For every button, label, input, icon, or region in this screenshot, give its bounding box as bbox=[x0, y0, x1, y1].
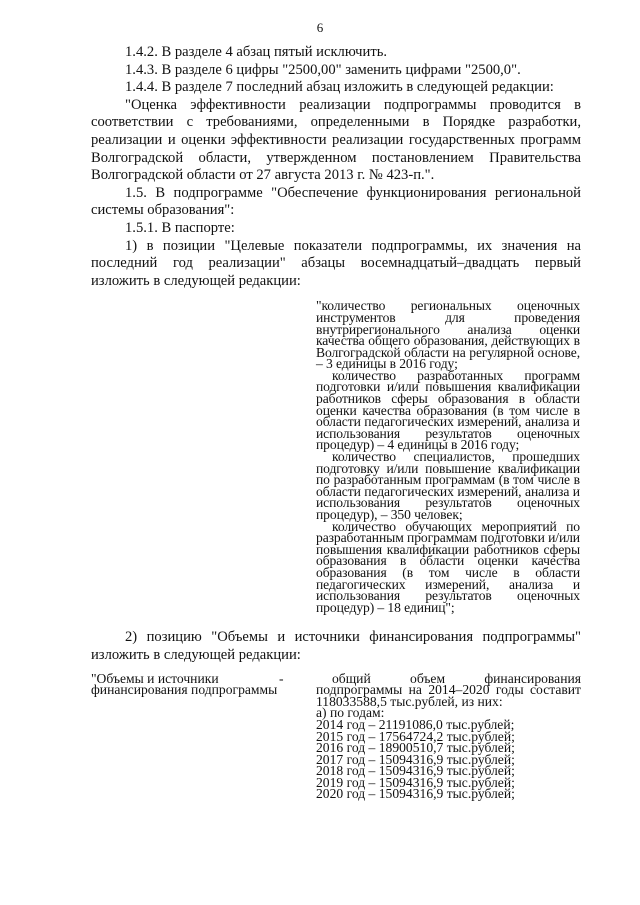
financing-values bbox=[316, 670, 581, 802]
financing-total: общий объем финансирования подпрограммы на 2014–2020 годы составит 118033588,5 тыс.рублей, из них: bbox=[316, 670, 581, 709]
financing-table bbox=[91, 670, 581, 802]
indicator-item: количество разработанных программ подготовки и/или повышения квалификации работников сферы образования в области оценки качества образования (в том числе в области педагогических измерений, анализа и использования результатов оценочных процедур) – 4 единицы в 2016 году; bbox=[316, 367, 580, 453]
financing-year-row: 2015 год – 17564724,2 тыс.рублей; bbox=[316, 728, 515, 744]
financing-label: "Объемы и источники финансирования подпрограммы bbox=[91, 670, 278, 698]
paragraph-item-1: 1) в позиции "Целевые показатели подпрограммы, их значения на последний год реализации" абзацы восемнадцатый–двадцать первый изложить в следующей редакции: bbox=[91, 237, 581, 289]
financing-year-row: 2016 год – 18900510,7 тыс.рублей; bbox=[316, 740, 515, 756]
paragraph-1-4-2: 1.4.2. В разделе 4 абзац пятый исключить. bbox=[125, 44, 388, 60]
financing-year-row: 2020 год – 15094316,9 тыс.рублей; bbox=[316, 786, 515, 802]
paragraph-1-4-3: 1.4.3. В разделе 6 цифры "2500,00" заменить цифрами "2500,0". bbox=[125, 61, 521, 78]
paragraph-1-4-4: 1.4.4. В разделе 7 последний абзац изложить в следующей редакции: bbox=[125, 79, 554, 96]
financing-dash: - bbox=[279, 670, 284, 686]
page-number: 6 bbox=[316, 20, 324, 35]
indicator-item: количество обучающих мероприятий по разработанным программам подготовки и/или повышения квалификации работников сферы образования в области оценки качества образования (в том числе в области педагогических измерений, анализа и использования результатов оценочных процедур) – 18 единиц"; bbox=[316, 518, 580, 615]
indicator-item: "количество региональных оценочных инструментов для проведения внутрирегионального анализа оценки качества общего образования, действующих в Волгоградской области на регулярной основе, – 3 единицы в 2016 году; bbox=[316, 298, 580, 372]
paragraph-1-5: 1.5. В подпрограмме "Обеспечение функционирования региональной системы образования": bbox=[91, 184, 581, 219]
financing-subhead: а) по годам: bbox=[316, 705, 385, 721]
paragraph-item-2: 2) позицию "Объемы и источники финансирования подпрограммы" изложить в следующей редакции: bbox=[91, 629, 581, 663]
financing-year-row: 2019 год – 15094316,9 тыс.рублей; bbox=[316, 774, 515, 790]
paragraph-1-5-1: 1.5.1. В паспорте: bbox=[125, 219, 235, 236]
financing-year-row: 2017 год – 15094316,9 тыс.рублей; bbox=[316, 751, 515, 767]
document-body bbox=[91, 44, 581, 800]
indicator-item: количество специалистов, прошедших подготовку и/или повышение квалификации по разработанным программам (в том числе в области педагогических измерений, анализа и использования результатов оценочных процедур), – 350 человек; bbox=[316, 449, 580, 522]
indicators-quote-block bbox=[316, 300, 580, 613]
paragraph-quote-evaluation: "Оценка эффективности реализации подпрограммы проводится в соответствии с требованиями, определенными в Порядке разработки, реализации и оценки эффективности реализации государственных программ Волгоградской области, утвержденном постановлением Правительства Волгоградской области от 27 августа 2013 г. № 423-п.". bbox=[91, 96, 581, 184]
financing-year-row: 2014 год – 21191086,0 тыс.рублей; bbox=[316, 716, 515, 732]
financing-year-row: 2018 год – 15094316,9 тыс.рублей; bbox=[316, 763, 515, 779]
